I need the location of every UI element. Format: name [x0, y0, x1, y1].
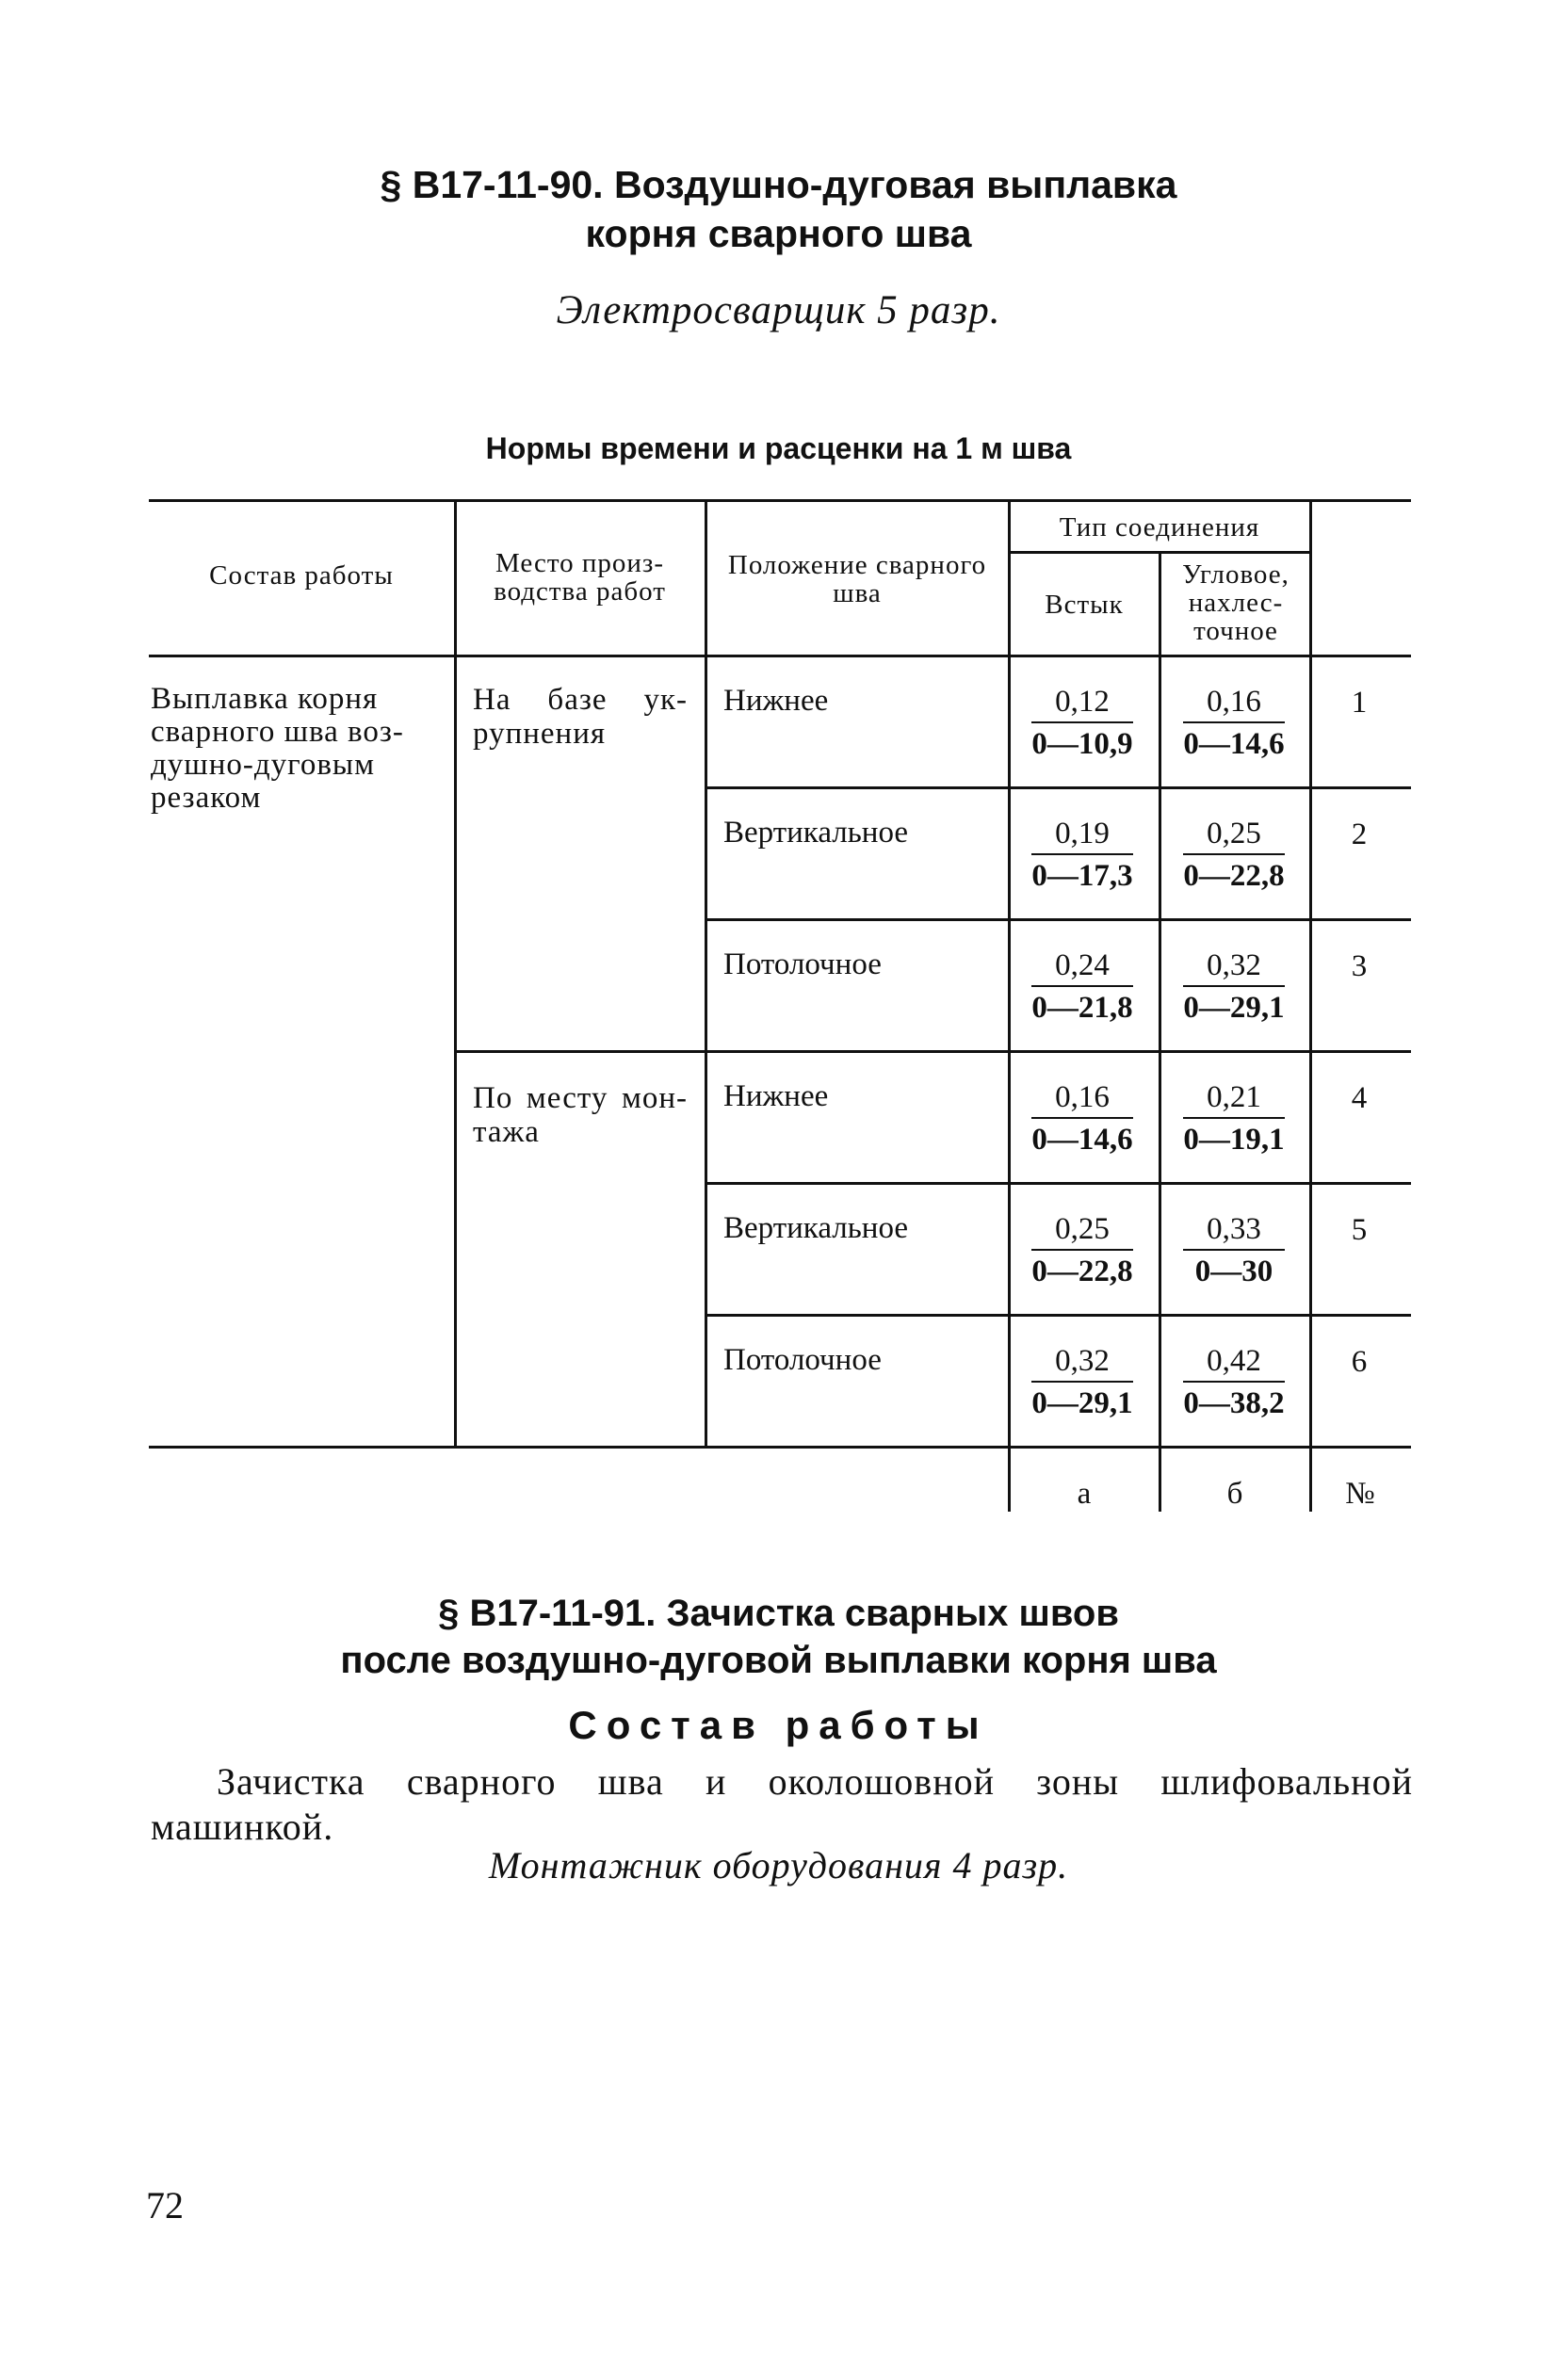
row-rule [705, 1182, 1411, 1185]
corner-value: 0,21 0—19,1 [1183, 1080, 1285, 1157]
position-cell: Вертикальное [723, 816, 909, 850]
table-top-rule [149, 499, 1411, 502]
section-title-line1: § В17-11-90. Воздушно-дуговая выплавка [380, 163, 1177, 206]
header-joint-type: Тип соединения [1059, 512, 1260, 542]
composition-text: Зачистка сварного шва и околошовной зоны шлифовальной машинкой. [151, 1760, 1413, 1848]
col-rule [454, 499, 457, 1446]
row-number: 3 [1351, 949, 1368, 983]
row-number: 4 [1351, 1081, 1368, 1115]
col-rule [1159, 551, 1161, 1512]
butt-value: 0,24 0—21,8 [1031, 948, 1133, 1025]
place-site: По месту мон-тажа [473, 1081, 688, 1149]
corner-value: 0,16 0—14,6 [1183, 685, 1285, 761]
section-title-2-line1: § В17-11-91. Зачистка сварных швов [438, 1593, 1119, 1634]
row-rule [705, 918, 1411, 921]
col-rule [1008, 499, 1011, 1512]
position-cell: Вертикальное [723, 1211, 909, 1245]
butt-value: 0,32 0—29,1 [1031, 1344, 1133, 1420]
position-cell: Потолочное [723, 1343, 882, 1377]
position-cell: Потолочное [723, 947, 882, 981]
col-rule [705, 499, 707, 1446]
row-rule [705, 786, 1411, 789]
section-title-2 [0, 1590, 1557, 1684]
header-corner: Угловое, нахлес-точное [1182, 559, 1289, 646]
place-base: На базе ук-рупнения [473, 683, 688, 751]
row-number: 2 [1351, 818, 1368, 851]
composition-heading: Состав работы [568, 1703, 989, 1747]
butt-value: 0,25 0—22,8 [1031, 1212, 1133, 1288]
header-work: Состав работы [209, 560, 394, 591]
corner-value: 0,33 0—30 [1173, 1209, 1295, 1292]
header-position: Положение сварного шва [727, 550, 987, 608]
butt-value: 0,12 0—10,9 [1031, 685, 1133, 761]
header-butt: Встык [1045, 590, 1124, 620]
butt-value: 0,19 0—17,3 [1031, 817, 1133, 893]
row-number: 1 [1351, 686, 1368, 720]
corner-value: 0,42 0—38,2 [1183, 1344, 1285, 1420]
column-label-b: б [1226, 1477, 1243, 1511]
header-place: Место произ-водства работ [494, 548, 666, 607]
position-cell: Нижнее [723, 684, 829, 718]
row-rule [705, 1314, 1411, 1317]
header-bottom-rule [149, 655, 1411, 657]
column-label-number: № [1345, 1477, 1375, 1511]
corner-value: 0,25 0—22,8 [1183, 817, 1285, 893]
column-label-a: а [1077, 1477, 1092, 1511]
butt-value: 0,16 0—14,6 [1031, 1080, 1133, 1157]
worker-grade-2: Монтажник оборудования 4 разр. [488, 1844, 1069, 1886]
section-title-2-line2: после воздушно-дуговой выплавки корня шва [340, 1640, 1217, 1681]
row-rule [454, 1050, 1411, 1053]
section-title [0, 160, 1557, 258]
position-cell: Нижнее [723, 1079, 829, 1113]
row-number: 6 [1351, 1345, 1368, 1379]
page-number: 72 [146, 2184, 184, 2226]
corner-value: 0,32 0—29,1 [1183, 948, 1285, 1025]
table-bottom-rule [149, 1446, 1411, 1449]
section-title-line2: корня сварного шва [585, 212, 972, 255]
work-description: Выплавка корня сварного шва воз-душно-дуговым резаком [151, 682, 404, 815]
row-number: 5 [1351, 1213, 1368, 1247]
table-caption: Нормы времени и расценки на 1 м шва [485, 431, 1072, 465]
worker-grade: Электросварщик 5 разр. [556, 288, 1001, 332]
